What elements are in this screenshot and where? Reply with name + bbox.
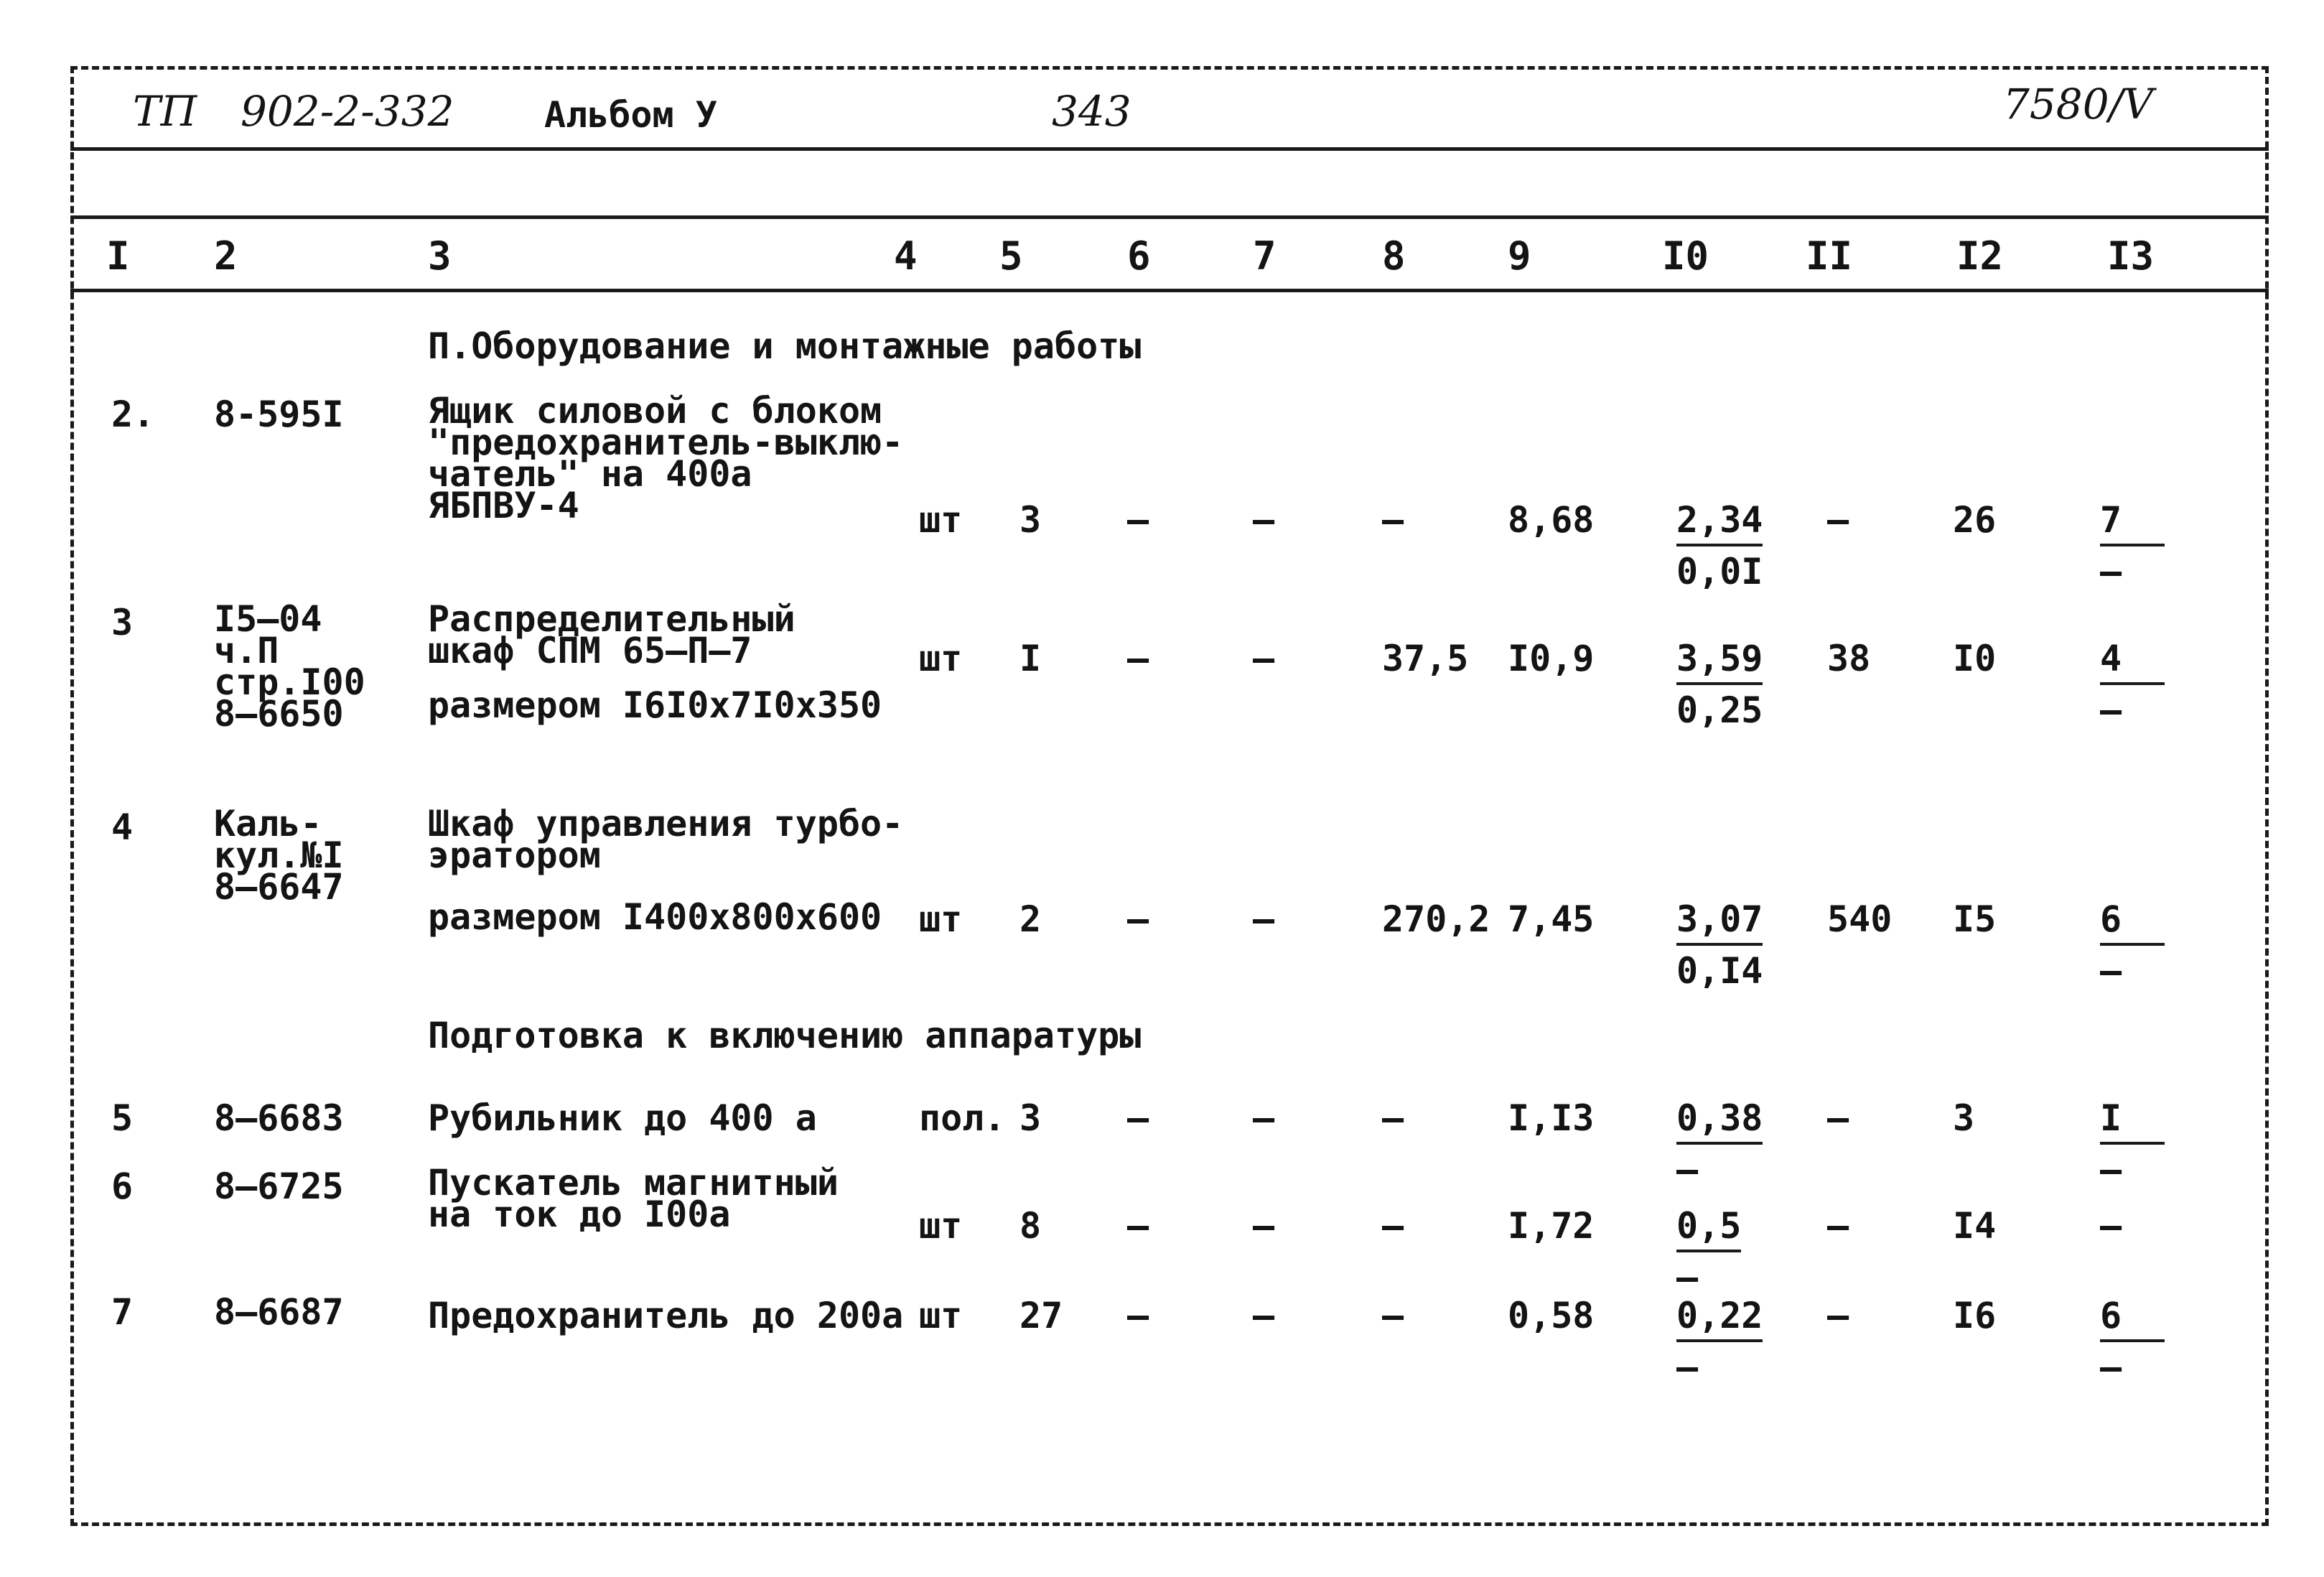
columns-top-rule: [70, 215, 2269, 219]
row-col10: [1676, 900, 1763, 990]
row-col8: –: [1382, 1205, 1404, 1247]
row-col12: 26: [1953, 499, 1997, 541]
section-title: Подготовка к включению аппаратуры: [428, 1015, 1142, 1056]
row-col11: –: [1827, 1097, 1849, 1139]
row-col10-bottom: 0,0I: [1676, 551, 1763, 592]
row-name: Рубильник до 400 а: [428, 1097, 817, 1139]
row-col12: I6: [1953, 1295, 1997, 1336]
column-number: 6: [1127, 233, 1151, 279]
section-title: П.Оборудование и монтажные работы: [428, 325, 1142, 367]
column-number: 3: [428, 233, 452, 279]
row-col6: –: [1127, 638, 1149, 679]
row-col13: [2100, 501, 2165, 591]
row-qty: 2: [1019, 898, 1042, 940]
column-number: II: [1806, 233, 1853, 279]
row-col9: I,I3: [1508, 1097, 1595, 1139]
row-col11: 38: [1827, 638, 1871, 679]
row-col10-bottom: –: [1676, 1257, 1699, 1298]
row-name: Предохранитель до 200а: [428, 1295, 904, 1336]
row-col10-top: 0,5: [1676, 1206, 1741, 1252]
row-col10-top: 2,34: [1676, 501, 1763, 546]
row-name: Шкаф управления турбо- эратором: [428, 803, 904, 876]
row-col10-bottom: 0,I4: [1676, 950, 1763, 992]
row-name: Ящик силовой с блоком "предохранитель-выклю- чатель" на 400а ЯБПВУ-4: [428, 390, 904, 526]
row-col8: –: [1382, 499, 1404, 541]
row-col10: [1676, 501, 1763, 591]
header-rule: [70, 147, 2269, 151]
row-code: 8–6683: [214, 1097, 344, 1139]
row-col13-bottom: –: [2100, 551, 2122, 592]
row-col7: –: [1253, 1205, 1275, 1247]
row-code: 8-595I: [214, 394, 344, 435]
row-col12: 3: [1953, 1097, 1975, 1139]
row-col12: I5: [1953, 898, 1997, 940]
row-col6: –: [1127, 1205, 1149, 1247]
page-frame: [70, 66, 2269, 1526]
row-col9: 0,58: [1508, 1295, 1595, 1336]
row-col13: [2100, 1296, 2165, 1387]
inventory-number: 7580/V: [2003, 80, 2154, 129]
row-code: Каль- кул.№I 8–6647: [214, 803, 344, 908]
row-col12: I4: [1953, 1205, 1997, 1247]
row-col13-bottom: –: [2100, 1149, 2122, 1191]
column-number: 4: [894, 233, 918, 279]
row-col8: –: [1382, 1295, 1404, 1336]
row-col13-bottom: –: [2100, 689, 2122, 731]
row-col13-top: 4: [2100, 639, 2165, 685]
row-col9: 7,45: [1508, 898, 1595, 940]
row-col7: –: [1253, 638, 1275, 679]
row-col10: [1676, 1206, 1741, 1297]
row-name: Пускатель магнитный на ток до I00а: [428, 1162, 839, 1235]
column-number: 8: [1382, 233, 1406, 279]
row-col7: –: [1253, 1097, 1275, 1139]
row-col8: 270,2: [1382, 898, 1490, 940]
row-col6: –: [1127, 898, 1149, 940]
doc-number: 902-2-332: [241, 87, 454, 136]
row-col13-top: 6: [2100, 900, 2165, 946]
column-number: 5: [999, 233, 1023, 279]
row-col11: –: [1827, 1205, 1849, 1247]
row-col13: [2100, 1099, 2165, 1189]
row-unit: шт: [919, 898, 963, 940]
row-qty: 3: [1019, 1097, 1042, 1139]
row-col9: I,72: [1508, 1205, 1595, 1247]
row-qty: 27: [1019, 1295, 1063, 1336]
row-col12: I0: [1953, 638, 1997, 679]
row-col11: –: [1827, 1295, 1849, 1336]
row-col11: 540: [1827, 898, 1893, 940]
column-number: I3: [2107, 233, 2155, 279]
row-col9: 8,68: [1508, 499, 1595, 541]
row-unit: пол.: [919, 1097, 1006, 1139]
row-col13: –: [2100, 1205, 2122, 1247]
page-number: 343: [1052, 87, 1131, 136]
row-unit: шт: [919, 638, 963, 679]
row-col10-bottom: –: [1676, 1149, 1699, 1191]
row-col6: –: [1127, 499, 1149, 541]
row-col13-top: 6: [2100, 1296, 2165, 1342]
row-number: 6: [111, 1166, 134, 1207]
columns-bottom-rule: [70, 289, 2269, 292]
row-unit: шт: [919, 1205, 963, 1247]
row-col8: 37,5: [1382, 638, 1469, 679]
row-number: 5: [111, 1097, 134, 1139]
row-number: 3: [111, 602, 134, 643]
row-col13: [2100, 900, 2165, 990]
row-col6: –: [1127, 1295, 1149, 1336]
row-qty: 8: [1019, 1205, 1042, 1247]
row-code: 8–6725: [214, 1166, 344, 1207]
column-number: 9: [1508, 233, 1531, 279]
row-col13-top: I: [2100, 1099, 2165, 1145]
row-col8: –: [1382, 1097, 1404, 1139]
row-col10-top: 0,38: [1676, 1099, 1763, 1145]
row-col7: –: [1253, 1295, 1275, 1336]
row-qty: 3: [1019, 499, 1042, 541]
doc-prefix: ТП: [133, 87, 197, 136]
column-number: I0: [1662, 233, 1709, 279]
row-col13-top: 7: [2100, 501, 2165, 546]
row-qty: I: [1019, 638, 1042, 679]
row-col7: –: [1253, 898, 1275, 940]
column-number: I: [106, 233, 130, 279]
row-col13-bottom: –: [2100, 1346, 2122, 1388]
row-col10-top: 3,07: [1676, 900, 1763, 946]
row-col10: [1676, 1296, 1763, 1387]
row-col10-bottom: 0,25: [1676, 689, 1763, 731]
row-col13-bottom: –: [2100, 950, 2122, 992]
row-col10: [1676, 639, 1763, 730]
row-name: Распределительный шкаф СПМ 65–П–7: [428, 598, 795, 671]
row-name-size: размером I400x800x600: [428, 896, 882, 938]
row-code: 8–6687: [214, 1291, 344, 1333]
column-number: 2: [214, 233, 238, 279]
row-col13: [2100, 639, 2165, 730]
row-col7: –: [1253, 499, 1275, 541]
row-unit: шт: [919, 499, 963, 541]
row-col10-top: 3,59: [1676, 639, 1763, 685]
row-col9: I0,9: [1508, 638, 1595, 679]
row-col10-top: 0,22: [1676, 1296, 1763, 1342]
row-col10-bottom: –: [1676, 1346, 1699, 1388]
row-number: 7: [111, 1291, 134, 1333]
row-number: 4: [111, 806, 134, 848]
column-number: I2: [1956, 233, 2004, 279]
row-code: I5–04 ч.П стр.I00 8–6650: [214, 598, 365, 735]
row-name-size: размером I6I0x7I0x350: [428, 684, 882, 726]
row-col10: [1676, 1099, 1763, 1189]
row-col11: –: [1827, 499, 1849, 541]
column-number: 7: [1253, 233, 1277, 279]
row-col6: –: [1127, 1097, 1149, 1139]
row-unit: шт: [919, 1295, 963, 1336]
album-label: Альбом У: [544, 94, 717, 136]
row-number: 2.: [111, 394, 155, 435]
